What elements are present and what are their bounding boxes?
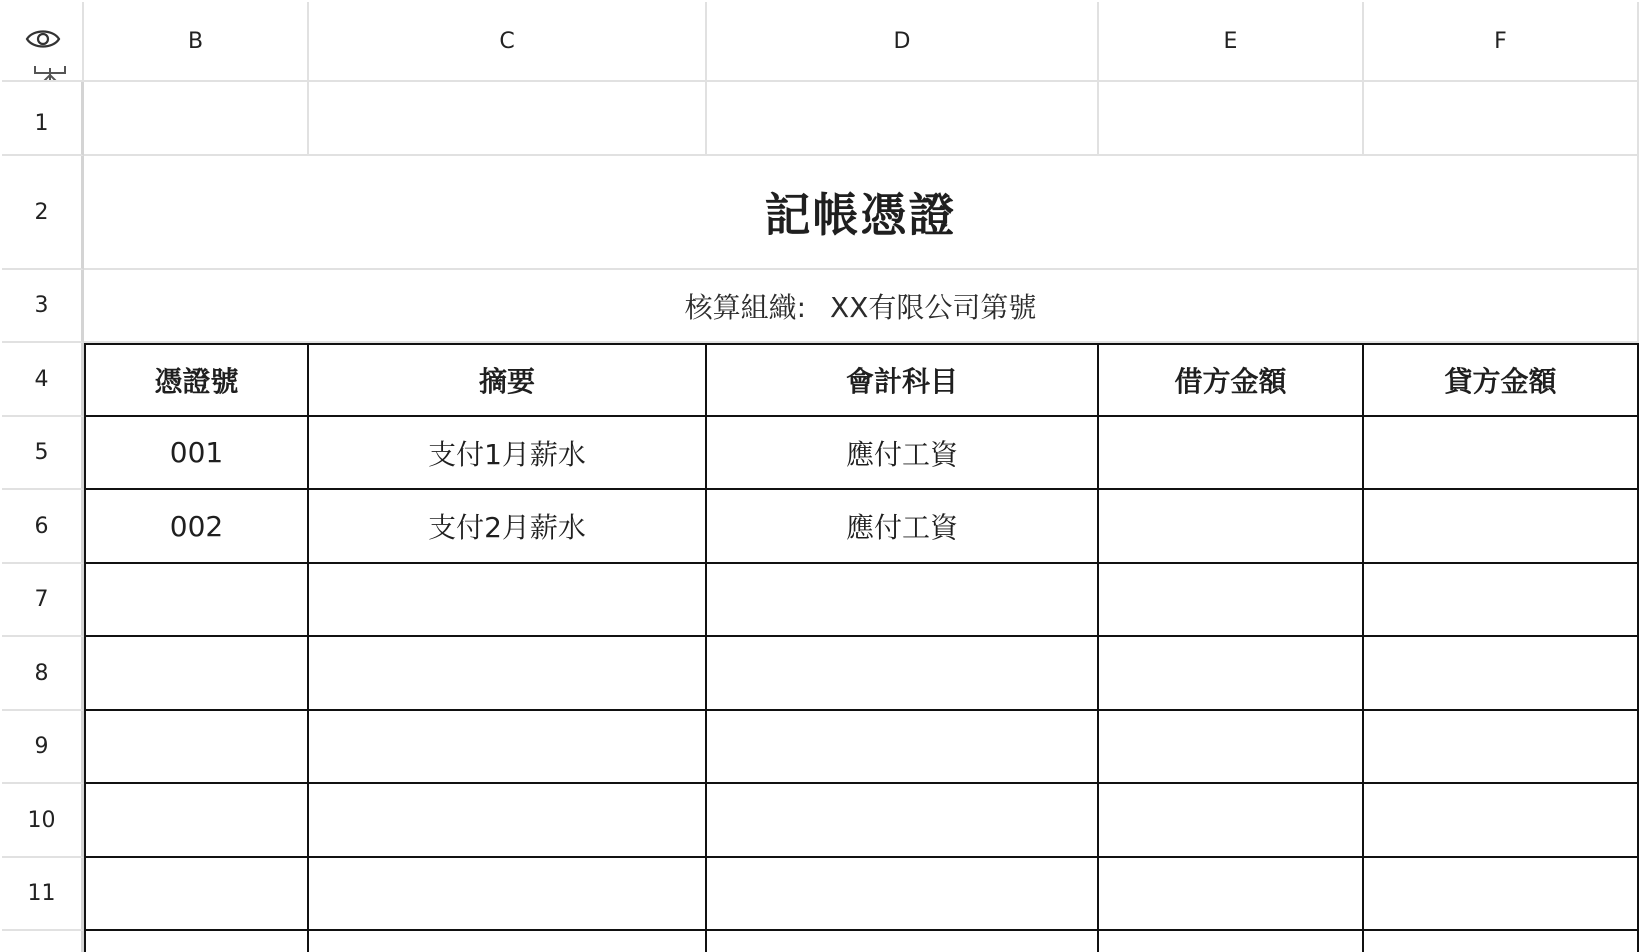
cell-d11[interactable] xyxy=(707,858,1099,931)
column-header-f[interactable]: F xyxy=(1364,2,1639,82)
row-header-8[interactable]: 8 xyxy=(2,637,84,711)
row-header-5[interactable]: 5 xyxy=(2,417,84,490)
cell-b6[interactable]: 002 xyxy=(84,490,309,564)
sheet-grid xyxy=(2,2,1640,952)
cell-c9[interactable] xyxy=(309,711,707,784)
cell-d5[interactable]: 應付工資 xyxy=(707,417,1099,490)
voucher-title[interactable]: 記帳憑證 xyxy=(84,156,1639,270)
cell-e10[interactable] xyxy=(1099,784,1364,858)
cell-f9[interactable] xyxy=(1364,711,1639,784)
header-summary[interactable]: 摘要 xyxy=(309,343,707,417)
cell-c8[interactable] xyxy=(309,637,707,711)
row-header-11[interactable]: 11 xyxy=(2,858,84,931)
cell-e8[interactable] xyxy=(1099,637,1364,711)
row-header-9[interactable]: 9 xyxy=(2,711,84,784)
cell-e12[interactable] xyxy=(1099,931,1364,952)
cell-c6[interactable]: 支付2月薪水 xyxy=(309,490,707,564)
cell-c11[interactable] xyxy=(309,858,707,931)
cell-b1[interactable] xyxy=(84,82,309,156)
cell-b9[interactable] xyxy=(84,711,309,784)
eye-icon[interactable] xyxy=(24,24,62,54)
cell-f7[interactable] xyxy=(1364,564,1639,637)
cell-d8[interactable] xyxy=(707,637,1099,711)
org-cell[interactable] xyxy=(84,270,1639,343)
org-value: XX有限公司第號 xyxy=(830,290,1037,324)
cell-c12[interactable] xyxy=(309,931,707,952)
header-account[interactable]: 會計科目 xyxy=(707,343,1099,417)
cell-b11[interactable] xyxy=(84,858,309,931)
cell-d1[interactable] xyxy=(707,82,1099,156)
cell-c1[interactable] xyxy=(309,82,707,156)
cell-f11[interactable] xyxy=(1364,858,1639,931)
row-header-1[interactable]: 1 xyxy=(2,82,84,156)
cell-f8[interactable] xyxy=(1364,637,1639,711)
cell-d12[interactable] xyxy=(707,931,1099,952)
cell-e9[interactable] xyxy=(1099,711,1364,784)
row-header-7[interactable]: 7 xyxy=(2,564,84,637)
row-header-4[interactable]: 4 xyxy=(2,343,84,417)
column-header-d[interactable]: D xyxy=(707,2,1099,82)
freeze-rows-icon[interactable] xyxy=(32,64,68,82)
cell-d6[interactable]: 應付工資 xyxy=(707,490,1099,564)
row-header-12[interactable] xyxy=(2,931,84,952)
cell-d9[interactable] xyxy=(707,711,1099,784)
sheet-corner[interactable] xyxy=(2,2,84,82)
cell-c5[interactable]: 支付1月薪水 xyxy=(309,417,707,490)
cell-f12[interactable] xyxy=(1364,931,1639,952)
cell-e11[interactable] xyxy=(1099,858,1364,931)
org-label: 核算組織: xyxy=(684,290,807,324)
cell-e1[interactable] xyxy=(1099,82,1364,156)
column-header-c[interactable]: C xyxy=(309,2,707,82)
header-voucher-no[interactable]: 憑證號 xyxy=(84,343,309,417)
cell-e5[interactable] xyxy=(1099,417,1364,490)
cell-d7[interactable] xyxy=(707,564,1099,637)
cell-f5[interactable] xyxy=(1364,417,1639,490)
cell-e6[interactable] xyxy=(1099,490,1364,564)
cell-c10[interactable] xyxy=(309,784,707,858)
cell-c7[interactable] xyxy=(309,564,707,637)
cell-b7[interactable] xyxy=(84,564,309,637)
cell-b5[interactable]: 001 xyxy=(84,417,309,490)
cell-f1[interactable] xyxy=(1364,82,1639,156)
row-header-6[interactable]: 6 xyxy=(2,490,84,564)
cell-b8[interactable] xyxy=(84,637,309,711)
row-header-10[interactable]: 10 xyxy=(2,784,84,858)
row-header-3[interactable]: 3 xyxy=(2,270,84,343)
header-credit[interactable]: 貸方金額 xyxy=(1364,343,1639,417)
row-header-2[interactable]: 2 xyxy=(2,156,84,270)
cell-e7[interactable] xyxy=(1099,564,1364,637)
cell-b12[interactable] xyxy=(84,931,309,952)
column-header-e[interactable]: E xyxy=(1099,2,1364,82)
cell-f10[interactable] xyxy=(1364,784,1639,858)
cell-f6[interactable] xyxy=(1364,490,1639,564)
cell-b10[interactable] xyxy=(84,784,309,858)
header-debit[interactable]: 借方金額 xyxy=(1099,343,1364,417)
column-header-b[interactable]: B xyxy=(84,2,309,82)
cell-d10[interactable] xyxy=(707,784,1099,858)
